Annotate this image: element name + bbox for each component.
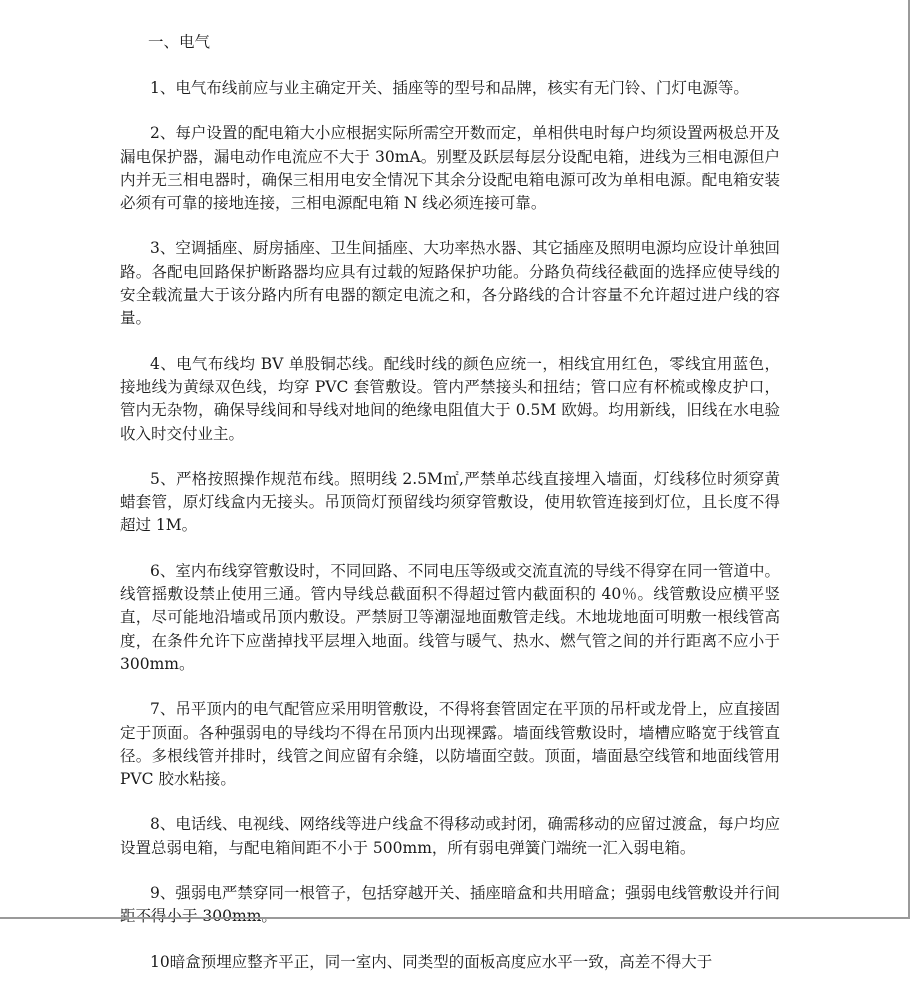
paragraph-10: 10暗盒预埋应整齐平正，同一室内、同类型的面板高度应水平一致，高差不得大于	[150, 952, 713, 971]
paragraph-6: 6、室内布线穿管敷设时，不同回路、不同电压等级或交流直流的导线不得穿在同一管道中。线管摇敷设禁止使用三通。管内导线总截面积不得超过管内截面积的 40％。线管敷设应横平竖直，尽可能地沿墙或吊顶内敷设。严禁厨卫等潮湿地面敷管走线。木地垅地面可明敷一根线管高度，在条件允许下应凿掉找平层埋入地面。线管与暖气、热水、燃气管之间的并行距离不应小于 300mm。	[120, 561, 780, 673]
paragraph-5: 5、严格按照操作规范布线。照明线 2.5M㎡,严禁单芯线直接埋入墙面，灯线移位时须穿黄蜡套管，原灯线盒内无接头。吊顶筒灯预留线均须穿管敷设，使用软管连接到灯位，且长度不得超过 1M。	[120, 469, 780, 535]
paragraph-1: 1、电气布线前应与业主确定开关、插座等的型号和品牌，核实有无门铃、门灯电源等。	[150, 79, 749, 97]
paragraph-8: 8、电话线、电视线、网络线等进户线盒不得移动或封闭，确需移动的应留过渡盒，每户均应设置总弱电箱，与配电箱间距不小于 500mm，所有弱电弹簧门端统一汇入弱电箱。	[120, 815, 780, 857]
section-heading: 一、电气	[148, 33, 211, 51]
paragraph-4: 4、电气布线均 BV 单股铜芯线。配线时线的颜色应统一，相线宜用红色，零线宜用蓝色，接地线为黄绿双色线，均穿 PVC 套管敷设。管内严禁接头和扭结；管口应有杯梳或橡皮护口，管内无杂物，确保导线间和导线对地间的绝缘电阻值大于 0.5M 欧姆。均用新线，旧线在水电验收入时交付业主。	[120, 354, 780, 443]
paragraph-7: 7、吊平顶内的电气配管应采用明管敷设，不得将套管固定在平顶的吊杆或龙骨上，应直接固定于顶面。各种强弱电的导线均不得在吊顶内出现裸露。墙面线管敷设时，墙槽应略宽于线管直径。多根线管并排时，线管之间应留有余缝，以防墙面空鼓。顶面，墙面悬空线管和地面线管用 PVC 胶水粘接。	[120, 700, 780, 789]
paragraph-2: 2、每户设置的配电箱大小应根据实际所需空开数而定，单相供电时每户均须设置两极总开及漏电保护器，漏电动作电流应不大于 30mA。别墅及跃层每层分设配电箱，进线为三相电源但户内并无三相电器时，确保三相用电安全情况下其余分设配电箱电源可改为单相电源。配电箱安装必须有可靠的接地连接，三相电源配电箱 N 线必须连接可靠。	[120, 124, 780, 213]
paragraph-3: 3、空调插座、厨房插座、卫生间插座、大功率热水器、其它插座及照明电源均应设计单独回路。各配电回路保护断路器均应具有过载的短路保护功能。分路负荷线径截面的选择应使导线的安全载流量大于该分路内所有电器的额定电流之和，各分路线的合计容量不允许超过进户线的容量。	[120, 239, 780, 328]
document-body	[120, 30, 780, 996]
paragraph-9: 9、强弱电严禁穿同一根管子，包括穿越开关、插座暗盒和共用暗盒；强弱电线管敷设并行间	[150, 884, 780, 903]
